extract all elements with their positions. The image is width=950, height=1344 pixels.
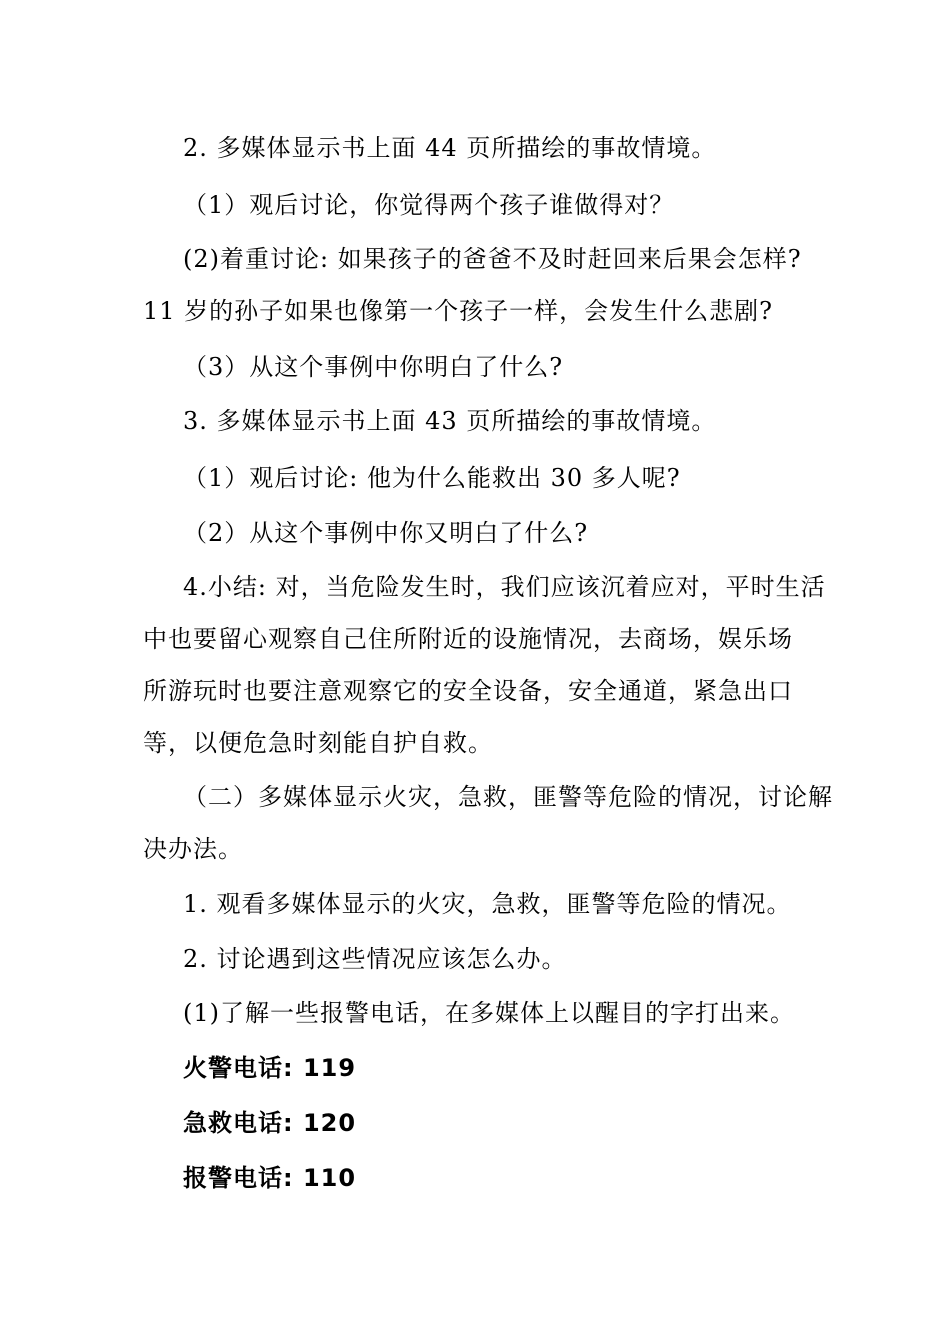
paragraph-line: 4.小结: 对，当危险发生时，我们应该沉着应对，平时生活 — [183, 573, 826, 601]
paragraph-line: （2）从这个事例中你又明白了什么? — [183, 519, 589, 547]
paragraph-line: 等，以便危急时刻能自护自救。 — [143, 729, 493, 757]
emergency-number: 急救电话: 120 — [183, 1109, 357, 1137]
paragraph-line: （1）观后讨论，你觉得两个孩子谁做得对？ — [183, 191, 675, 219]
paragraph-line: （3）从这个事例中你明白了什么? — [183, 353, 564, 381]
paragraph-line: 中也要留心观察自己住所附近的设施情况，去商场，娱乐场 — [143, 625, 793, 653]
paragraph-line: 所游玩时也要注意观察它的安全设备，安全通道，紧急出口 — [143, 677, 793, 705]
police-number: 报警电话: 110 — [183, 1164, 357, 1192]
paragraph-line: （1）观后讨论: 他为什么能救出 30 多人呢? — [183, 464, 681, 492]
paragraph-line: (1)了解一些报警电话，在多媒体上以醒目的字打出来。 — [183, 999, 795, 1027]
paragraph-line: 决办法。 — [143, 835, 243, 863]
paragraph-line: 11 岁的孙子如果也像第一个孩子一样，会发生什么悲剧? — [143, 297, 774, 325]
fire-alarm-number: 火警电话: 119 — [183, 1054, 357, 1082]
paragraph-line: 2. 讨论遇到这些情况应该怎么办。 — [183, 945, 567, 973]
paragraph-line: （二）多媒体显示火灾，急救，匪警等危险的情况，讨论解 — [183, 783, 833, 811]
paragraph-line: 1. 观看多媒体显示的火灾，急救，匪警等危险的情况。 — [183, 890, 792, 918]
paragraph-line: 2. 多媒体显示书上面 44 页所描绘的事故情境。 — [183, 134, 717, 162]
paragraph-line: 3. 多媒体显示书上面 43 页所描绘的事故情境。 — [183, 407, 717, 435]
paragraph-line: (2)着重讨论: 如果孩子的爸爸不及时赶回来后果会怎样? — [183, 245, 802, 273]
